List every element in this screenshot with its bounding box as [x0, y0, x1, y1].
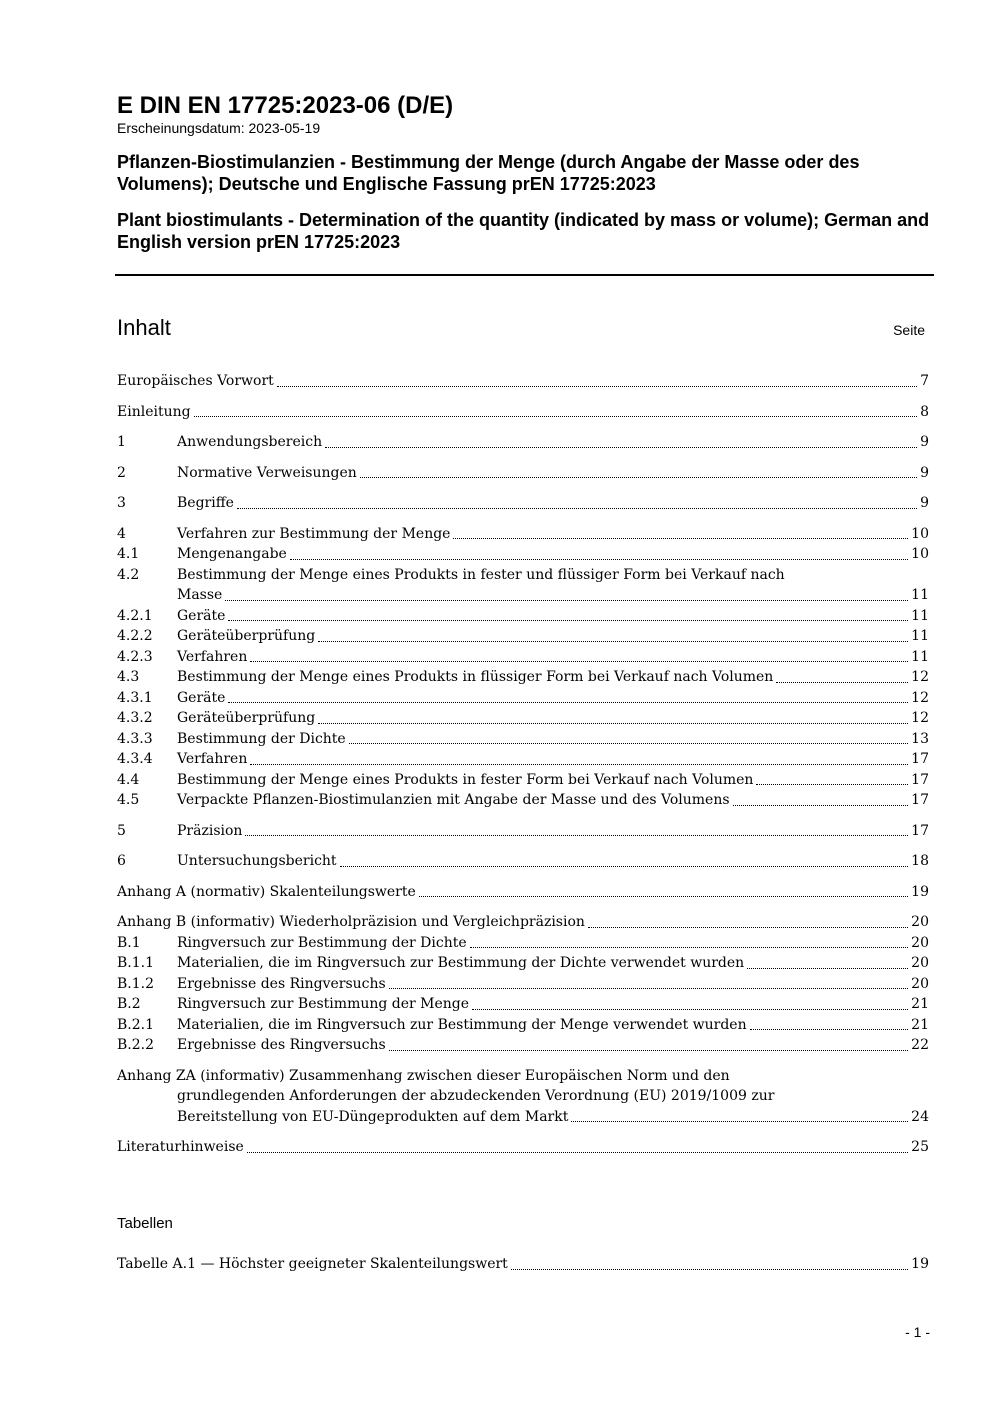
toc-entry-number: 4.2.2 — [117, 628, 153, 644]
toc-entry-title: Ringversuch zur Bestimmung der Dichte — [177, 934, 467, 951]
toc-entry-page: 17 — [911, 792, 929, 808]
toc-entry-page: 12 — [911, 689, 929, 706]
toc-entry-title: Europäisches Vorwort — [117, 373, 274, 389]
toc-entry[interactable] — [117, 1015, 929, 1036]
toc-entry-page: 20 — [911, 975, 929, 992]
table-of-contents — [117, 371, 929, 1158]
toc-entry-title: Materialien, die im Ringversuch zur Bestimmung der Dichte verwendet wurden — [177, 955, 745, 971]
toc-entry-page: 25 — [911, 1139, 929, 1155]
toc-entry-number: 4.2.3 — [117, 648, 153, 665]
toc-entry-page: 11 — [911, 628, 929, 644]
toc-entry-number: B.1.1 — [117, 955, 155, 971]
toc-entry-page: 9 — [920, 495, 929, 511]
toc-entry[interactable] — [117, 882, 929, 903]
toc-entry-number: 2 — [117, 464, 126, 481]
toc-entry[interactable] — [117, 524, 929, 545]
toc-entry-page: 13 — [911, 730, 929, 747]
toc-entry-page: 17 — [911, 751, 929, 767]
toc-entry[interactable] — [117, 1035, 929, 1056]
toc-entry[interactable] — [117, 790, 929, 811]
toc-entry-number: B.1 — [117, 934, 141, 951]
toc-entry[interactable] — [117, 953, 929, 974]
toc-leader-dots — [340, 866, 909, 867]
toc-entry-number: B.2.1 — [117, 1016, 155, 1033]
toc-entry[interactable] — [117, 463, 929, 484]
toc-leader-dots — [360, 477, 917, 478]
toc-entry-title: Untersuchungsbericht — [177, 853, 337, 869]
toc-entry-number: B.1.2 — [117, 975, 155, 992]
toc-entry-title: Begriffe — [177, 495, 234, 511]
toc-entry-title: Geräteüberprüfung — [177, 628, 316, 644]
toc-leader-dots — [776, 682, 908, 683]
toc-entry-page: 17 — [911, 771, 929, 788]
toc-entry-page: 20 — [911, 934, 929, 951]
toc-entry-title: Geräteüberprüfung — [177, 710, 316, 726]
toc-entry-title: Literaturhinweise — [117, 1139, 244, 1155]
toc-entry-number: 4.3.4 — [117, 751, 153, 767]
toc-entry-number: 5 — [117, 822, 126, 839]
toc-leader-dots — [228, 702, 908, 703]
toc-entry-number: 4.3.3 — [117, 730, 153, 747]
list-of-tables — [117, 1254, 929, 1275]
toc-entry-page: 19 — [911, 883, 929, 900]
toc-leader-dots — [225, 600, 908, 601]
toc-entry-number: 4.2 — [117, 566, 140, 583]
toc-entry-title-line: grundlegenden Anforderungen der abzudeckenden Verordnung (EU) 2019/1009 zur — [177, 1088, 775, 1104]
toc-entry-title: Bestimmung der Dichte — [177, 730, 346, 747]
toc-entry-page: 9 — [920, 434, 929, 450]
toc-entry[interactable] — [117, 432, 929, 453]
toc-entry-page: 12 — [911, 669, 929, 685]
toc-entry-page: 21 — [911, 996, 929, 1012]
toc-leader-dots — [571, 1121, 908, 1122]
toc-entry-title: Mengenangabe — [177, 546, 287, 562]
toc-leader-dots — [470, 947, 909, 948]
toc-leader-dots — [250, 661, 908, 662]
toc-entry-page: 21 — [911, 1016, 929, 1033]
document-header — [117, 92, 934, 253]
toc-leader-dots — [247, 1152, 908, 1153]
toc-entry-title-line: Anhang ZA (informativ) Zusammenhang zwischen dieser Europäischen Norm und den — [117, 1067, 730, 1084]
toc-entry-title: Normative Verweisungen — [177, 464, 357, 481]
toc-entry[interactable] — [117, 565, 929, 606]
toc-leader-dots — [389, 1050, 908, 1051]
toc-entry-page: 22 — [911, 1037, 929, 1053]
toc-entry-page: 8 — [920, 403, 929, 420]
toc-leader-dots — [228, 620, 908, 621]
toc-entry-title: Geräte — [177, 607, 226, 624]
toc-entry-number: B.2.2 — [117, 1037, 155, 1053]
toc-leader-dots — [733, 805, 909, 806]
toc-entry-title: Verpackte Pflanzen-Biostimulanzien mit Angabe der Masse und des Volumens — [177, 792, 730, 808]
table-entry[interactable] — [117, 1254, 929, 1275]
toc-leader-dots — [290, 559, 908, 560]
toc-leader-dots — [472, 1009, 908, 1010]
toc-entry-number: 4.2.1 — [117, 607, 153, 624]
toc-entry-title: Bestimmung der Menge eines Produkts in flüssiger Form bei Verkauf nach Volumen — [177, 669, 774, 685]
toc-entry-title: Bestimmung der Menge eines Produkts in fester Form bei Verkauf nach Volumen — [177, 771, 754, 788]
document-id: E DIN EN 17725:2023-06 (D/E) — [117, 92, 454, 119]
toc-entry[interactable] — [117, 647, 929, 668]
toc-leader-dots — [325, 447, 917, 448]
toc-entry-number: 3 — [117, 495, 126, 511]
toc-entry[interactable] — [117, 402, 929, 423]
toc-entry-number: 1 — [117, 434, 126, 450]
toc-leader-dots — [237, 508, 917, 509]
toc-leader-dots — [419, 896, 908, 897]
toc-entry[interactable] — [117, 770, 929, 791]
toc-entry-title: Einleitung — [117, 403, 191, 420]
title-english: Plant biostimulants - Determination of the quantity (indicated by mass or volume); German and English version prEN 17725:2023 — [117, 210, 930, 252]
toc-leader-dots — [349, 743, 908, 744]
toc-entry-title: Präzision — [177, 822, 243, 839]
toc-entry-page: 20 — [911, 955, 929, 971]
toc-entry[interactable] — [117, 688, 929, 709]
tables-heading: Tabellen — [117, 1215, 173, 1232]
toc-entry-title: Verfahren zur Bestimmung der Menge — [177, 525, 451, 542]
toc-leader-dots — [277, 386, 917, 387]
toc-leader-dots — [250, 764, 908, 765]
toc-entry-title: Ergebnisse des Ringversuchs — [177, 1037, 386, 1053]
toc-entry-page: 18 — [911, 853, 929, 869]
toc-leader-dots — [245, 835, 908, 836]
toc-entry[interactable] — [117, 667, 929, 688]
title-german: Pflanzen-Biostimulanzien - Bestimmung der Menge (durch Angabe der Masse oder des Volumens); Deutsche und Englische Fassung prEN 17725:2023 — [117, 152, 860, 194]
toc-entry-page: 11 — [911, 607, 929, 624]
toc-leader-dots — [750, 1029, 909, 1030]
toc-entry-title: Anwendungsbereich — [177, 434, 323, 450]
toc-entry[interactable] — [117, 912, 929, 933]
toc-entry-title: Ringversuch zur Bestimmung der Menge — [177, 996, 470, 1012]
toc-entry-page: 9 — [920, 464, 929, 481]
toc-entry[interactable] — [117, 729, 929, 750]
toc-entry[interactable] — [117, 1137, 929, 1158]
toc-entry-page: 10 — [911, 525, 929, 542]
toc-entry-title: Anhang A (normativ) Skalenteilungswerte — [117, 883, 416, 900]
toc-entry-page: 11 — [911, 587, 929, 603]
toc-heading: Inhalt — [117, 315, 171, 340]
toc-entry-page: 20 — [911, 914, 929, 930]
toc-entry-number: B.2 — [117, 996, 141, 1012]
toc-entry[interactable] — [117, 974, 929, 995]
toc-page-column-label: Seite — [893, 322, 925, 338]
toc-entry-title: Anhang B (informativ) Wiederholpräzision und Vergleichpräzision — [117, 914, 585, 930]
toc-entry-number: 4.5 — [117, 792, 140, 808]
toc-entry-page: 11 — [911, 648, 929, 665]
toc-entry-page: 24 — [911, 1108, 929, 1125]
toc-entry[interactable] — [117, 708, 929, 729]
toc-leader-dots — [588, 927, 908, 928]
toc-leader-dots — [318, 723, 908, 724]
toc-entry[interactable] — [117, 1066, 929, 1128]
toc-leader-dots — [453, 538, 908, 539]
toc-entry-title: Bestimmung der Menge eines Produkts in fester und flüssiger Form bei Verkauf nach — [177, 566, 785, 583]
table-entry-page: 19 — [911, 1256, 929, 1272]
table-entry-title: Tabelle A.1 — Höchster geeigneter Skalenteilungswert — [117, 1256, 508, 1272]
toc-entry[interactable] — [117, 606, 929, 627]
page-number: - 1 - — [905, 1324, 930, 1340]
toc-entry-number: 4.3.2 — [117, 710, 153, 726]
toc-entry[interactable] — [117, 821, 929, 842]
toc-entry-number: 4.3.1 — [117, 689, 153, 706]
toc-entry-number: 4.1 — [117, 546, 140, 562]
toc-leader-dots — [318, 641, 908, 642]
toc-entry[interactable] — [117, 544, 929, 565]
toc-entry[interactable] — [117, 371, 929, 392]
toc-entry-page: 17 — [911, 822, 929, 839]
toc-leader-dots — [756, 784, 908, 785]
toc-entry-title: Materialien, die im Ringversuch zur Bestimmung der Menge verwendet wurden — [177, 1016, 747, 1033]
toc-entry-page: 7 — [920, 373, 929, 389]
toc-entry-page: 10 — [911, 546, 929, 562]
toc-entry[interactable] — [117, 994, 929, 1015]
toc-entry[interactable] — [117, 749, 929, 770]
toc-entry-title: Geräte — [177, 689, 226, 706]
publication-date: Erscheinungsdatum: 2023-05-19 — [117, 120, 321, 136]
toc-leader-dots — [747, 968, 908, 969]
toc-entry-number: 6 — [117, 853, 126, 869]
toc-entry-title: Verfahren — [177, 648, 248, 665]
toc-entry-title-continuation: Masse — [177, 587, 223, 603]
toc-entry-title: Ergebnisse des Ringversuchs — [177, 975, 386, 992]
toc-leader-dots — [389, 988, 908, 989]
toc-leader-dots — [194, 416, 918, 417]
toc-entry[interactable] — [117, 626, 929, 647]
toc-entry-number: 4.4 — [117, 771, 140, 788]
toc-entry-number: 4 — [117, 525, 126, 542]
toc-entry-number: 4.3 — [117, 669, 140, 685]
toc-entry-title-line: Bereitstellung von EU-Düngeprodukten auf dem Markt — [177, 1108, 569, 1125]
toc-entry[interactable] — [117, 933, 929, 954]
toc-leader-dots — [511, 1269, 908, 1270]
toc-entry[interactable] — [117, 493, 929, 514]
toc-entry-page: 12 — [911, 710, 929, 726]
header-divider — [115, 274, 934, 276]
toc-entry[interactable] — [117, 851, 929, 872]
toc-entry-title: Verfahren — [177, 751, 248, 767]
